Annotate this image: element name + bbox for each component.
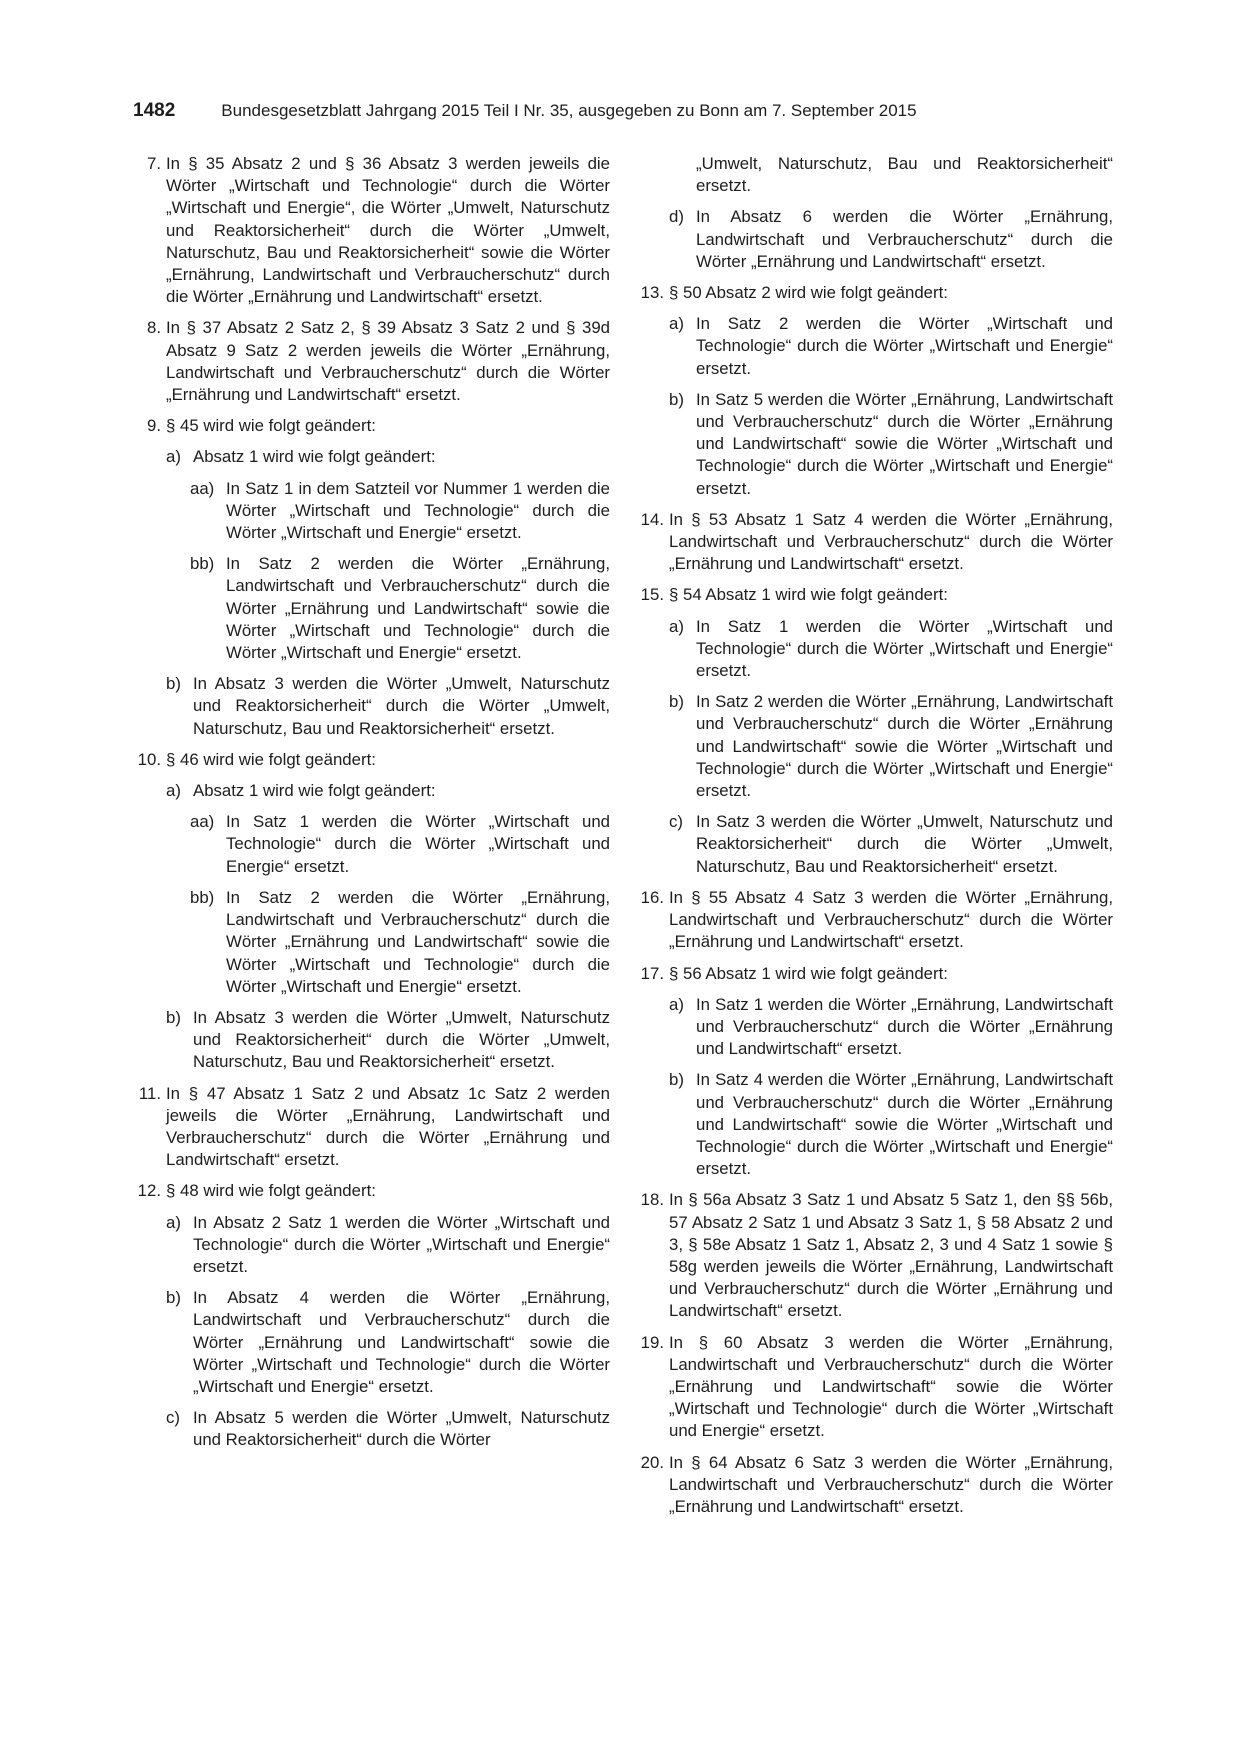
subitem-label: d)	[669, 207, 684, 227]
subsubitem-text: In Satz 1 werden die Wörter „Wirtschaft und Technologie“ durch die Wörter „Wirtschaft und Energie“ ersetzt.	[226, 812, 610, 876]
item-text: In § 55 Absatz 4 Satz 3 werden die Wörter „Ernährung, Landwirtschaft und Verbraucherschutz“ durch die Wörter „Ernährung und Landwirtschaft“ ersetzt.	[669, 887, 1113, 952]
amendment-item-19	[636, 1332, 1113, 1443]
amendment-item-9	[133, 415, 610, 437]
subitem-label: b)	[166, 674, 181, 694]
subsubitem-text: In Satz 2 werden die Wörter „Ernährung, Landwirtschaft und Verbraucherschutz“ durch die Wörter „Ernährung und Landwirtschaft“ sowie die Wörter „Wirtschaft und Technologie“ durch die Wörter „Wirtschaft und Energie“ ersetzt.	[226, 554, 610, 663]
amendment-item-14	[636, 509, 1113, 576]
subitem-text: In Satz 5 werden die Wörter „Ernährung, Landwirtschaft und Verbraucherschutz“ durch die Wörter „Ernährung und Landwirtschaft“ sowie die Wörter „Wirtschaft und Technologie“ durch die Wörter „Wirtschaft und Energie“ ersetzt.	[696, 389, 1113, 498]
subitem-label: b)	[166, 1288, 181, 1308]
item-number: 7.	[147, 154, 161, 173]
subsubitem-label: bb)	[190, 554, 215, 574]
subitem-text: In Absatz 3 werden die Wörter „Umwelt, Naturschutz und Reaktorsicherheit“ durch die Wörter „Umwelt, Naturschutz, Bau und Reaktorsicherheit“ ersetzt.	[193, 674, 610, 738]
subitem-label: a)	[669, 994, 684, 1014]
page-header	[133, 100, 1113, 122]
amendment-item-13	[636, 282, 1113, 304]
amendment-subitem-15b	[636, 691, 1113, 802]
subitem-label: a)	[669, 314, 684, 334]
amendment-subitem-12d	[636, 206, 1113, 273]
amendment-subsubitem-10a-aa	[133, 811, 610, 878]
item-number: 15.	[640, 585, 664, 605]
subitem-text: In Satz 1 werden die Wörter „Wirtschaft und Technologie“ durch die Wörter „Wirtschaft und Energie“ ersetzt.	[696, 616, 1113, 681]
item-number: 16.	[640, 887, 664, 907]
subitem-label: b)	[669, 1070, 684, 1090]
amendment-subitem-10b	[133, 1007, 610, 1074]
item-number: 12.	[137, 1181, 161, 1201]
amendment-subitem-12b	[133, 1287, 610, 1398]
subitem-text: In Satz 1 werden die Wörter „Ernährung, Landwirtschaft und Verbraucherschutz“ durch die Wörter „Ernährung und Landwirtschaft“ ersetzt.	[696, 994, 1113, 1059]
gazette-title: Bundesgesetzblatt Jahrgang 2015 Teil I Nr. 35, ausgegeben zu Bonn am 7. September 2015	[221, 101, 917, 120]
subitem-text: In Satz 3 werden die Wörter „Umwelt, Naturschutz und Reaktorsicherheit“ durch die Wörter „Umwelt, Naturschutz, Bau und Reaktorsicherheit“ ersetzt.	[696, 812, 1113, 876]
amendment-item-15	[636, 584, 1113, 606]
subitem-text: In Absatz 4 werden die Wörter „Ernährung, Landwirtschaft und Verbraucherschutz“ durch die Wörter „Ernährung und Landwirtschaft“ sowie die Wörter „Wirtschaft und Technologie“ durch die Wörter „Wirtschaft und Energie“ ersetzt.	[193, 1288, 610, 1396]
amendment-item-17	[636, 963, 1113, 985]
amendment-subitem-15a	[636, 616, 1113, 683]
item-text: § 45 wird wie folgt geändert:	[166, 416, 376, 436]
subsubitem-text: In Satz 2 werden die Wörter „Ernährung, Landwirtschaft und Verbraucherschutz“ durch die Wörter „Ernährung und Landwirtschaft“ sowie die Wörter „Wirtschaft und Technologie“ durch die Wörter „Wirtschaft und Energie“ ersetzt.	[226, 887, 610, 996]
amendment-subitem-9b	[133, 673, 610, 740]
item-number: 8.	[147, 318, 161, 338]
amendment-subsubitem-9a-aa	[133, 478, 610, 545]
item-text: § 48 wird wie folgt geändert:	[166, 1181, 376, 1201]
item-text: In § 64 Absatz 6 Satz 3 werden die Wörter „Ernährung, Landwirtschaft und Verbraucherschutz“ durch die Wörter „Ernährung und Landwirtschaft“ ersetzt.	[669, 1452, 1113, 1516]
item-number: 13.	[640, 283, 664, 303]
subitem-label: a)	[166, 781, 181, 801]
subitem-label: a)	[166, 1212, 181, 1232]
amendment-subsubitem-10a-bb	[133, 887, 610, 998]
item-number: 17.	[640, 963, 664, 983]
item-number: 11.	[138, 1083, 161, 1103]
subitem-label: a)	[669, 616, 684, 636]
amendment-item-12	[133, 1180, 610, 1202]
right-column	[636, 153, 1113, 1527]
left-column	[133, 153, 610, 1461]
amendment-subitem-12c	[133, 1407, 610, 1451]
amendment-subitem-10a	[133, 780, 610, 802]
item-number: 9.	[147, 416, 161, 436]
subitem-text: In Satz 4 werden die Wörter „Ernährung, Landwirtschaft und Verbraucherschutz“ durch die Wörter „Ernährung und Landwirtschaft“ sowie die Wörter „Wirtschaft und Technologie“ durch die Wörter „Wirtschaft und Energie“ ersetzt.	[696, 1070, 1113, 1179]
item-number: 20.	[640, 1452, 664, 1472]
item-text: § 56 Absatz 1 wird wie folgt geändert:	[669, 963, 948, 983]
item-text: In § 47 Absatz 1 Satz 2 und Absatz 1c Satz 2 werden jeweils die Wörter „Ernährung, Landwirtschaft und Verbraucherschutz“ durch die Wörter „Ernährung und Landwirtschaft“ ersetzt.	[166, 1083, 610, 1170]
subitem-label: a)	[166, 447, 181, 467]
subitem-label: c)	[166, 1408, 180, 1428]
page-number: 1482	[133, 100, 176, 121]
item-text: In § 37 Absatz 2 Satz 2, § 39 Absatz 3 Satz 2 und § 39d Absatz 9 Satz 2 werden jeweils die Wörter „Ernährung, Landwirtschaft und Verbraucherschutz“ durch die Wörter „Ernährung und Landwirtschaft“ ersetzt.	[166, 318, 610, 405]
subitem-text: In Satz 2 werden die Wörter „Wirtschaft und Technologie“ durch die Wörter „Wirtschaft und Energie“ ersetzt.	[696, 314, 1113, 378]
item-number: 14.	[640, 509, 664, 529]
amendment-item-11	[133, 1083, 610, 1172]
amendment-subsubitem-9a-bb	[133, 553, 610, 664]
amendment-item-20	[636, 1452, 1113, 1519]
amendment-item-10	[133, 749, 610, 771]
amendment-subitem-17b	[636, 1069, 1113, 1180]
subitem-text: In Satz 2 werden die Wörter „Ernährung, Landwirtschaft und Verbraucherschutz“ durch die Wörter „Ernährung und Landwirtschaft“ sowie die Wörter „Wirtschaft und Technologie“ durch die Wörter „Wirtschaft und Energie“ ersetzt.	[696, 692, 1113, 801]
amendment-subitem-15c	[636, 811, 1113, 878]
subitem-label: b)	[166, 1007, 181, 1027]
amendment-item-18	[636, 1189, 1113, 1322]
amendment-subitem-13a	[636, 313, 1113, 380]
subitem-text: In Absatz 6 werden die Wörter „Ernährung, Landwirtschaft und Verbraucherschutz“ durch die Wörter „Ernährung und Landwirtschaft“ ersetzt.	[696, 207, 1113, 271]
item-number: 18.	[640, 1190, 664, 1210]
amendment-subitem-17a	[636, 994, 1113, 1061]
subitem-text: In Absatz 3 werden die Wörter „Umwelt, Naturschutz und Reaktorsicherheit“ durch die Wörter „Umwelt, Naturschutz, Bau und Reaktorsicherheit“ ersetzt.	[193, 1007, 610, 1072]
amendment-subitem-9a	[133, 446, 610, 468]
amendment-item-16	[636, 887, 1113, 954]
item-text: § 50 Absatz 2 wird wie folgt geändert:	[669, 283, 948, 303]
subsubitem-label: aa)	[190, 478, 215, 498]
item-number: 19.	[640, 1332, 664, 1352]
subitem-label: b)	[669, 692, 684, 712]
subsubitem-label: aa)	[190, 812, 215, 832]
item-text: In § 53 Absatz 1 Satz 4 werden die Wörter „Ernährung, Landwirtschaft und Verbraucherschutz“ durch die Wörter „Ernährung und Landwirtschaft“ ersetzt.	[669, 509, 1113, 574]
item-text: § 54 Absatz 1 wird wie folgt geändert:	[669, 585, 948, 605]
item-text: In § 60 Absatz 3 werden die Wörter „Ernährung, Landwirtschaft und Verbraucherschutz“ durch die Wörter „Ernährung und Landwirtschaft“ sowie die Wörter „Wirtschaft und Technologie“ durch die Wörter „Wirtschaft und Energie“ ersetzt.	[669, 1332, 1113, 1441]
subitem-label: c)	[669, 812, 683, 832]
amendment-subitem-12a	[133, 1212, 610, 1279]
item-number: 10.	[137, 749, 161, 769]
amendment-subitem-13b	[636, 389, 1113, 500]
subitem-text: In Absatz 5 werden die Wörter „Umwelt, Naturschutz und Reaktorsicherheit“ durch die Wörter	[193, 1408, 610, 1450]
amendment-item-7	[133, 153, 610, 308]
amendment-subitem-12c-continued: „Umwelt, Naturschutz, Bau und Reaktorsicherheit“ ersetzt.	[696, 154, 1113, 196]
subsubitem-text: In Satz 1 in dem Satzteil vor Nummer 1 werden die Wörter „Wirtschaft und Technologie“ durch die Wörter „Wirtschaft und Energie“ ersetzt.	[226, 478, 610, 543]
item-text: In § 56a Absatz 3 Satz 1 und Absatz 5 Satz 1, den §§ 56b, 57 Absatz 2 Satz 1 und Absatz 3 Satz 1, § 58 Absatz 2 und 3, § 58e Absatz 1 Satz 1, Absatz 2, 3 und 4 Satz 1 sowie § 58g werden jeweils die Wörter „Ernährung, Landwirtschaft und Verbraucherschutz“ durch die Wörter „Ernährung und Landwirtschaft“ ersetzt.	[669, 1190, 1113, 1321]
subitem-text: Absatz 1 wird wie folgt geändert:	[193, 781, 436, 801]
item-text: § 46 wird wie folgt geändert:	[166, 749, 376, 769]
subitem-text: Absatz 1 wird wie folgt geändert:	[193, 447, 436, 467]
item-text: In § 35 Absatz 2 und § 36 Absatz 3 werden jeweils die Wörter „Wirtschaft und Technologie“ durch die Wörter „Wirtschaft und Energie“, die Wörter „Umwelt, Naturschutz und Reaktorsicherheit“ durch die Wörter „Umwelt, Naturschutz, Bau und Reaktorsicherheit“ sowie die Wörter „Ernährung, Landwirtschaft und Verbraucherschutz“ durch die Wörter „Ernährung und Landwirtschaft“ ersetzt.	[166, 154, 610, 307]
subsubitem-label: bb)	[190, 887, 215, 907]
subitem-text: In Absatz 2 Satz 1 werden die Wörter „Wirtschaft und Technologie“ durch die Wörter „Wirtschaft und Energie“ ersetzt.	[193, 1212, 610, 1276]
subitem-label: b)	[669, 389, 684, 409]
amendment-item-8	[133, 317, 610, 406]
